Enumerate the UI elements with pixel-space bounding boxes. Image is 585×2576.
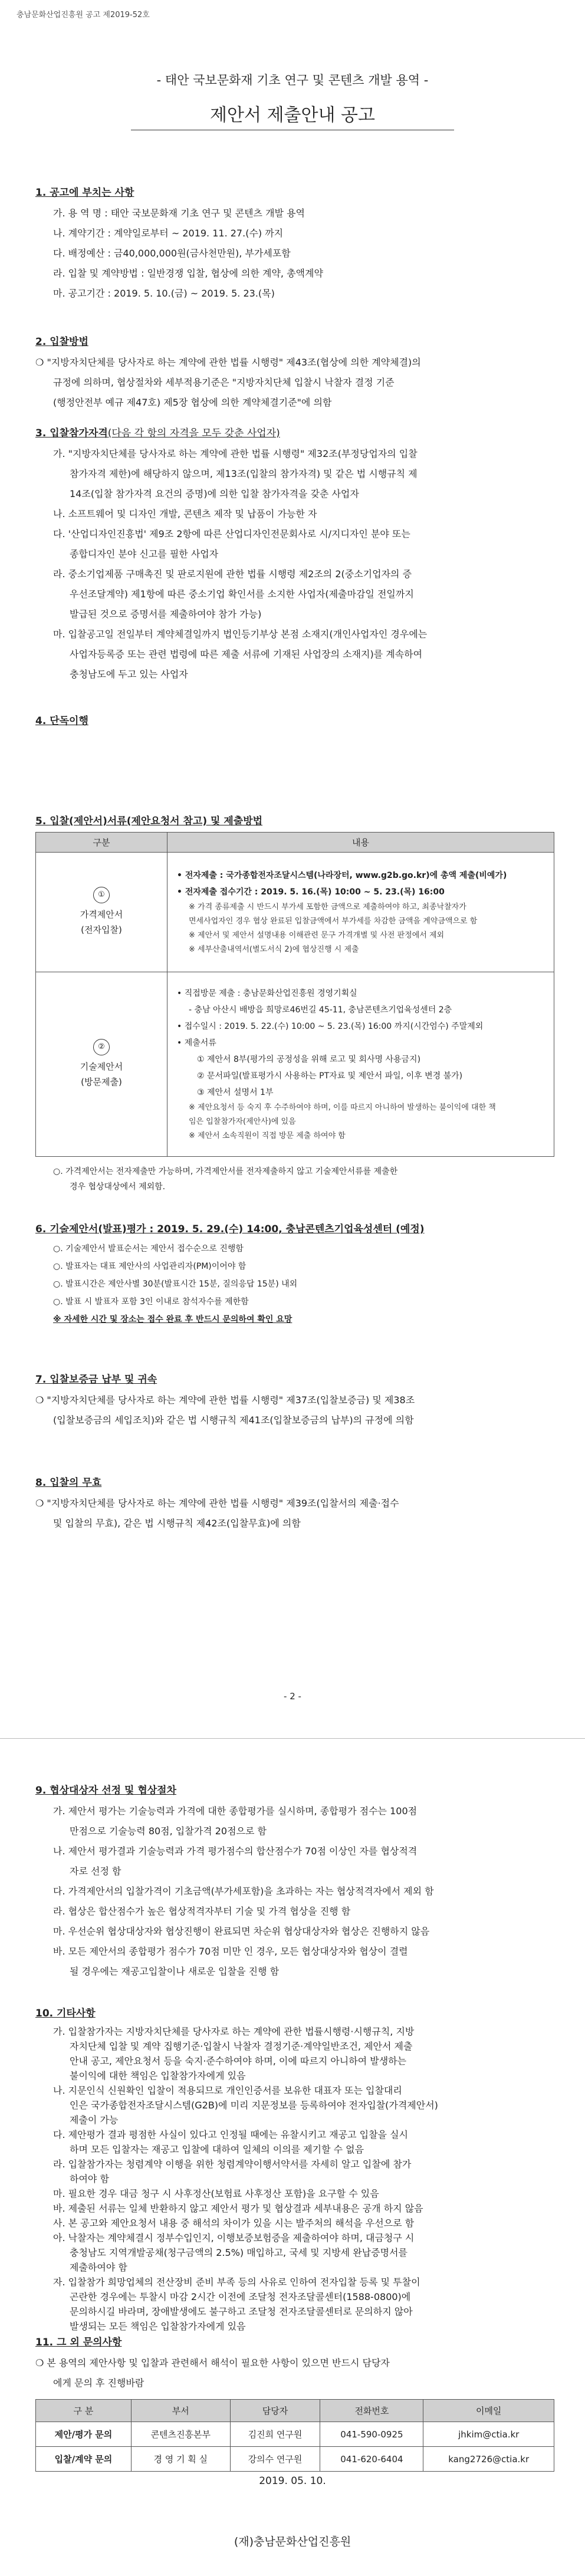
section-line: 자로 선정 함 [70,1866,121,1877]
section-line: 라. 입찰 및 계약방법 : 일반경쟁 입찰, 협상에 의한 계약, 총액계약 [53,268,323,279]
section-line: ❍ "지방자치단체를 당사자로 하는 계약에 관한 법률 시행령" 제37조(입찰보증금) 및 제38조 [35,1394,415,1406]
issuing-organization: (재)충남문화산업진흥원 [234,2535,351,2548]
section-4 [35,712,554,732]
section-10 [35,2005,554,2334]
announcement-date: 2019. 05. 10. [259,2475,326,2487]
cell-line: - 충남 아산시 배방읍 희망로46번길 45-11, 충남콘텐츠기업육성센터 2층 [189,1005,452,1015]
section-line: 참가자격 제한)에 해당하지 않으며, 제13조(입찰의 참가자격) 및 같은 법 시행규칙 제 [70,468,418,479]
section-line: 인은 국가종합전자조달시스템(G2B)에 미리 지문정보를 등록하여야 전자입찰(가격제안서) [70,2100,438,2111]
section-line: 라. 입찰참가자는 청렴계약 이행을 위한 청렴계약이행서약서를 자세히 알고 입찰에 참가 [53,2159,412,2170]
section-heading: 8. 입찰의 무효 [35,1477,102,1489]
submission-table [35,832,554,1157]
table-footnote: ○. 가격제안서는 전자제출만 가능하며, 가격제안서를 전자제출하지 않고 기술제안서류를 제출한 [53,1167,398,1176]
page-title: 제안서 제출안내 공고 [210,105,375,126]
section-line: 가. 입찰참가자는 지방자치단체를 당사자로 하는 계약에 관한 법률시행령·시행규칙, 지방 [53,2026,415,2037]
section-line: 라. 중소기업제품 구매촉진 및 판로지원에 관한 법률 시행령 제2조의 2(중소기업자의 증 [53,568,412,580]
table-footnote: 경우 협상대상에서 제외함. [70,1182,166,1192]
section-line: 곤란한 경우에는 투찰시 마감 2시간 이전에 조달청 전자조달콜센터(1588-0800)에 [70,2291,411,2302]
content-cell [167,853,554,972]
table-cell: 콘텐츠진흥본부 [131,2422,230,2447]
section-line: 다. 제안평가 결과 평점한 사실이 있다고 인정될 때에는 유찰시키고 재공고 입찰을 실시 [53,2129,408,2140]
section-line: 가. "지방자치단체를 당사자로 하는 계약에 관한 법률 시행령" 제32조(부정당업자의 입찰 [53,448,418,459]
cell-line: ※ 세부산출내역서(별도서식 2)에 협상진행 시 제출 [189,945,359,954]
section-line: 가. 용 역 명 : 태안 국보문화재 기초 연구 및 콘텐츠 개발 용역 [53,208,305,219]
cell-line: • 전자제출 접수기간 : 2019. 5. 16.(목) 10:00 ~ 5. 23.(목) 16:00 [177,887,445,897]
section-heading: 4. 단독이행 [35,715,88,727]
contact-table [35,2399,554,2472]
table-row [36,972,554,1157]
section-heading: 5. 입찰(제안서)서류(제안요청서 참고) 및 제출방법 [35,815,263,827]
table-row [36,2447,554,2472]
section-line: 아. 낙찰자는 계약체결시 정부수입인지, 이행보증보험증을 제출하여야 하며, 대금청구 시 [53,2232,415,2243]
section-line: 충청남도에 두고 있는 사업자 [70,669,188,680]
category-label: (전자입찰) [81,925,122,935]
column-header: 내용 [167,833,554,853]
cell-line: ※ 제안서 소속직원이 직접 방문 제출 하여야 함 [189,1131,346,1140]
section-line: 만점으로 기술능력 80점, 입찰가격 20점으로 함 [70,1825,267,1837]
section-heading: 9. 협상대상자 선정 및 협상절차 [35,1785,177,1797]
section-2 [35,333,554,413]
circle-bullet-icon: ❍ [35,357,44,368]
section-line: ○. 발표자는 대표 제안사의 사업관리자(PM)이어야 함 [53,1262,247,1271]
section-9-lines [35,1801,554,1982]
section-line: 마. 공고기간 : 2019. 5. 10.(금) ~ 2019. 5. 23.(목) [53,288,275,299]
section-line: 자. 입찰참가 희망업체의 전산장비 준비 부족 등의 사유로 인하여 전자입찰 등록 및 투찰이 [53,2276,420,2288]
section-heading: 2. 입찰방법 [35,336,88,348]
section-line: 나. 지문인식 신원확인 입찰이 적용되므로 개인인증서를 보유한 대표자 또는 입찰대리 [53,2085,402,2096]
category-label: 가격제안서 [80,909,123,920]
section-line: 바. 모든 제안서의 종합평가 점수가 70점 미만 인 경우, 모든 협상대상자와 협상이 결렬 [53,1946,408,1957]
email-link[interactable]: jhkim@ctia.kr [423,2422,554,2447]
circled-number: ① [93,887,110,903]
section-line: 문의하시길 바라며, 장애발생에도 불구하고 조달청 전자조달콜센터로 문의하지 않아 [70,2306,413,2317]
content-cell [167,972,554,1157]
table-cell: 경 영 기 획 실 [131,2447,230,2472]
section-11 [35,2334,554,2472]
cell-line: ※ 가격 종류제출 시 반드시 부가세 포함한 금액으로 제출하여야 하고, 최종낙찰자가 [189,903,466,912]
table-cell: 김진희 연구원 [230,2422,320,2447]
column-header: 부서 [131,2400,230,2422]
section-line: 마. 우선순위 협상대상자와 협상진행이 완료되면 차순위 협상대상자와 협상은 진행하지 않음 [53,1926,430,1937]
section-line: 하며 모든 입찰자는 재공고 입찰에 대하여 일체의 이의를 제기할 수 없음 [70,2144,364,2155]
document-number: 충남문화산업진흥원 공고 제2019-52호 [17,11,150,19]
table-cell: 입찰/계약 문의 [36,2447,132,2472]
project-subtitle: - 태안 국보문화재 기초 연구 및 콘텐츠 개발 용역 - [156,73,429,87]
table-cell: 041-590-0925 [320,2422,423,2447]
section-line: ※ 자세한 시간 및 장소는 접수 완료 후 반드시 문의하여 확인 요망 [53,1315,292,1324]
section-line: 다. 배정예산 : 금40,000,000원(금사천만원), 부가세포함 [53,248,291,259]
section-line: 규정에 의하며, 협상절차와 세부적용기준은 "지방자치단체 입찰시 낙찰자 결정 기준 [53,377,395,388]
section-line: 나. 소프트웨어 및 디자인 개발, 콘텐츠 제작 및 납품이 가능한 자 [53,508,317,519]
section-heading: 10. 기타사항 [35,2008,96,2019]
category-cell [36,853,167,972]
cell-line: ※ 제안서 및 제안서 설명내용 이해관련 문구 가격개별 및 사전 판정에서 제외 [189,931,445,940]
category-label: 기술제안서 [80,1061,123,1072]
section-heading: 11. 그 외 문의사항 [35,2337,122,2348]
section-line: 불이익에 대한 책임은 입찰참가자에게 있음 [70,2070,246,2081]
section-line: 종합디자인 분야 신고를 필한 사업자 [70,548,219,560]
section-line: 가. 제안서 평가는 기술능력과 가격에 대한 종합평가를 실시하며, 종합평가 점수는 100점 [53,1805,418,1817]
section-line: 다. 가격제안서의 입찰가격이 기초금액(부가세포함)을 초과하는 자는 협상적격자에서 제외 함 [53,1886,434,1897]
section-9 [35,1782,554,1982]
section-line: ❍ "지방자치단체를 당사자로 하는 계약에 관한 법률 시행령" 제39조(입찰서의 제출·접수 [35,1498,399,1509]
section-8 [35,1474,554,1534]
section-line: 다. '산업디자인진흥법' 제9조 2항에 따른 산업디자인전문회사로 시/지디자인 분야 또는 [53,528,410,539]
section-line: 사. 본 공고와 제안요청서 내용 중 해석의 차이가 있을 시는 발주처의 해석을 우선으로 함 [53,2218,415,2229]
section-line: 및 입찰의 무효), 같은 법 시행규칙 제42조(입찰무효)에 의함 [53,1518,301,1529]
column-header: 전화번호 [320,2400,423,2422]
section-line: 마. 입찰공고일 전일부터 계약체결일까지 법인등기부상 본점 소재지(개인사업자인 경우에는 [53,629,428,640]
cell-line: ③ 제안서 설명서 1부 [197,1088,274,1097]
section-heading: 1. 공고에 부치는 사항 [35,187,134,199]
section-3 [35,425,554,685]
section-1 [35,184,554,304]
section-line: 라. 협상은 합산점수가 높은 협상적격자부터 기술 및 가격 협상을 진행 함 [53,1906,351,1917]
table-row [36,2422,554,2447]
section-line: 발생되는 모든 책임은 입찰참가자에게 있음 [70,2321,246,2332]
section-7 [35,1371,554,1430]
table-row [36,853,554,972]
cell-line: • 접수일시 : 2019. 5. 22.(수) 10:00 ~ 5. 23.(목) 16:00 까지(시간엄수) 주말제외 [177,1022,484,1031]
section-6 [35,1220,554,1328]
column-header: 구분 [36,833,167,853]
section-line: 제출하여야 함 [70,2262,127,2273]
section-line: 자치단체 입찰 및 계약 집행기준·입찰시 낙찰자 결정기준·계약일반조건, 제안서 제출 [70,2041,413,2052]
section-line: 나. 제안서 평가결과 기술능력과 가격 평가점수의 합산점수가 70점 이상인 자를 협상적격 [53,1845,418,1857]
cell-line: • 직접방문 제출 : 충남문화산업진흥원 경영기획실 [177,989,357,998]
circled-number: ② [93,1039,110,1055]
page-divider [0,1738,585,1739]
section-3-lines [35,444,554,685]
cell-line: • 제출서류 [177,1038,216,1048]
section-line: ○. 발표시간은 제안사별 30분(발표시간 15분, 질의응답 15분) 내외 [53,1279,298,1289]
section-line: 에게 문의 후 진행바람 [53,2377,144,2389]
section-line: 될 경우에는 재공고입찰이나 새로운 입찰을 진행 함 [70,1966,280,1977]
section-line: 사업자등록증 또는 관련 법령에 따른 제출 서류에 기재된 사업장의 소재지)를 계속하여 [70,649,423,660]
category-label: (방문제출) [81,1077,122,1087]
section-line: 발급된 것으로 증명서를 제출하여야 참가 가능) [70,608,262,620]
column-header: 구 분 [36,2400,132,2422]
section-line: (행정안전부 예규 제47호) 제5장 협상에 의한 계약체결기준"에 의함 [53,397,332,408]
section-heading: 7. 입찰보증금 납부 및 귀속 [35,1374,157,1386]
section-line: (입찰보증금의 세입조치)와 같은 법 시행규칙 제41조(입찰보증금의 납부)의 규정에 의함 [53,1414,414,1426]
section-line: 충청남도 지역개발공채(청구금액의 2.5%) 매입하고, 국세 및 지방세 완납증명서를 [70,2247,407,2258]
page-number: - 2 - [284,1691,301,1702]
table-cell: 강의수 연구원 [230,2447,320,2472]
cell-line: • 전자제출 : 국가종합전자조달시스템(나라장터, www.g2b.go.kr)에 총액 제출(비예가) [177,871,507,880]
section-line: 마. 필요한 경우 대금 청구 시 사후정산(보험료 사후정산 포함)을 요구할 수 있음 [53,2188,379,2199]
section-line: ❍ 본 용역의 제안사항 및 입찰과 관련해서 해석이 필요한 사항이 있으면 반드시 담당자 [35,2357,390,2368]
column-header: 담당자 [230,2400,320,2422]
section-line: 14조(입찰 참가자격 요건의 증명)에 의한 입찰 참가자격을 갖춘 사업자 [70,488,359,499]
section-5 [35,812,554,1195]
section-line: 하여야 함 [70,2173,109,2184]
section-line: ❍ "지방자치단체를 당사자로 하는 계약에 관한 법률 시행령" 제43조(협상에 의한 계약체결)의 [35,357,421,368]
table-cell: 제안/평가 문의 [36,2422,132,2447]
section-heading: 3. 입찰참가자격(다음 각 항의 자격을 모두 갖춘 사업자) [35,427,280,439]
section-heading: 6. 기술제안서(발표)평가 : 2019. 5. 29.(수) 14:00, 충남콘텐츠기업육성센터 (예정) [35,1223,425,1235]
cell-line: ※ 제안요청서 등 숙지 후 수주하여야 하며, 이를 따르지 아니하여 발생하는 불이익에 대한 책 [189,1103,496,1112]
cell-line: 면세사업자인 경우 협상 완료된 입찰금액에서 부가세를 차감한 금액을 계약금액으로 함 [189,917,478,926]
cell-line: ① 제안서 8부(평가의 공정성을 위해 로고 및 회사명 사용금지) [197,1055,421,1064]
section-line: ○. 기술제안서 발표순서는 제안서 접수순으로 진행함 [53,1244,244,1254]
page-2 [0,1739,585,2576]
section-line: 제출이 가능 [70,2114,119,2126]
section-line: 바. 제출된 서류는 일체 반환하지 않고 제안서 평가 및 협상결과 세부내용은 공개 하지 않음 [53,2203,423,2214]
email-link[interactable]: kang2726@ctia.kr [423,2447,554,2472]
cell-line: 임은 입찰참가자(제안사)에 있음 [189,1117,296,1126]
cell-line: ② 문서파일(발표평가시 사용하는 PT자료 및 제안서 파일, 이후 변경 불가) [197,1071,463,1081]
column-header: 이메일 [423,2400,554,2422]
section-line: 우선조달계약) 제1항에 따른 중소기업 확인서를 소지한 사업자(제출마감일 전일까지 [70,588,414,600]
table-cell: 041-620-6404 [320,2447,423,2472]
section-line: ○. 발표 시 발표자 포함 3인 이내로 참석자수를 제한함 [53,1297,249,1307]
section-10-lines [35,2024,554,2334]
section-line: 안내 공고, 제안요청서 등을 숙지·준수하여야 하며, 이에 따르지 아니하여 발생하는 [70,2055,407,2067]
category-cell [36,972,167,1157]
section-line: 나. 계약기간 : 계약일로부터 ~ 2019. 11. 27.(수) 까지 [53,228,284,239]
